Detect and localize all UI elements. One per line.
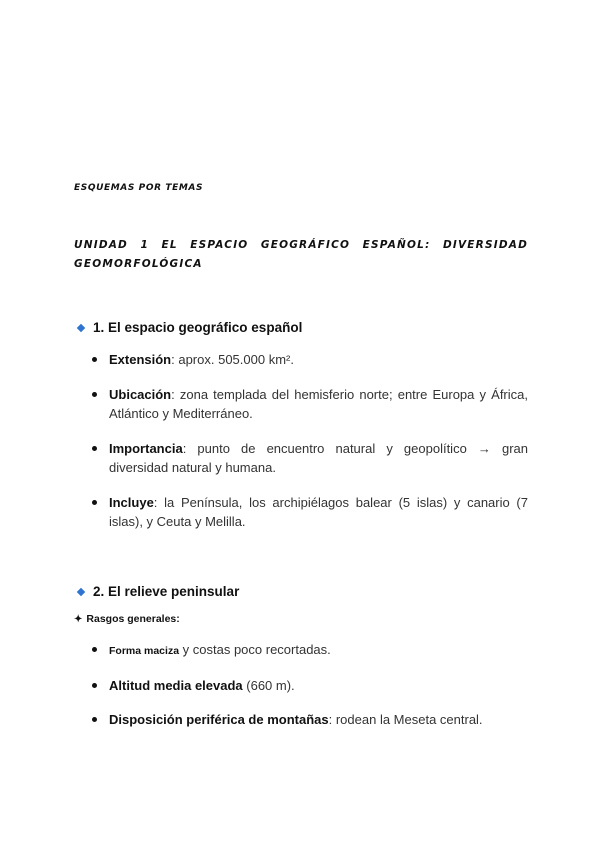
item-term: Altitud media elevada [109, 678, 243, 693]
bullet-dot-icon [92, 717, 97, 722]
list-item [92, 676, 528, 695]
item-term: Ubicación [109, 387, 172, 402]
blue-diamond-icon [77, 323, 85, 331]
section-heading-text: 1. El espacio geográfico español [93, 320, 303, 335]
bullet-dot-icon [92, 392, 97, 397]
item-text: : aprox. 505.000 km². [171, 352, 294, 367]
item-term: Forma maciza [109, 645, 180, 657]
four-point-star-icon: ✦ [74, 614, 83, 625]
list-item [92, 640, 528, 661]
item-term: Importancia [109, 441, 183, 456]
subheading-text: Rasgos generales: [86, 613, 180, 625]
bullet-dot-icon [92, 647, 97, 652]
item-term: Disposición periférica de montañas [109, 712, 329, 727]
bullet-dot-icon [92, 500, 97, 505]
item-text: : zona templada del hemisferio norte; entre Europa y África, Atlántico y Mediterráneo. [109, 387, 528, 421]
bullet-dot-icon [92, 683, 97, 688]
item-term: Incluye [109, 495, 154, 510]
section-1-list [92, 350, 528, 531]
subheading [74, 613, 180, 625]
item-text: : rodean la Meseta central. [328, 712, 483, 727]
bullet-dot-icon [92, 446, 97, 451]
bullet-dot-icon [92, 357, 97, 362]
list-item [92, 493, 528, 531]
item-term: Extensión [109, 352, 172, 367]
blue-diamond-icon [77, 587, 85, 595]
section-heading-text: 2. El relieve peninsular [93, 584, 240, 599]
list-item [92, 439, 528, 477]
unit-title: UNIDAD 1 EL ESPACIO GEOGRÁFICO ESPAÑOL: DIVERSIDAD GEOMORFOLÓGICA [74, 239, 528, 270]
item-text: : la Península, los archipiélagos balear (5 islas) y canario (7 islas), y Ceuta y Melilla. [109, 495, 528, 529]
section-heading-1 [74, 320, 302, 335]
item-text: (660 m). [242, 678, 295, 693]
list-item [92, 350, 528, 369]
item-text: : punto de encuentro natural y geopolítico → gran diversidad natural y humana. [109, 441, 528, 475]
section-2-list [92, 640, 528, 729]
item-text: y costas poco recortadas. [179, 642, 331, 657]
document-kicker: ESQUEMAS POR TEMAS [74, 183, 204, 193]
list-item [92, 385, 528, 423]
list-item [92, 710, 528, 729]
section-heading-2 [74, 584, 239, 599]
